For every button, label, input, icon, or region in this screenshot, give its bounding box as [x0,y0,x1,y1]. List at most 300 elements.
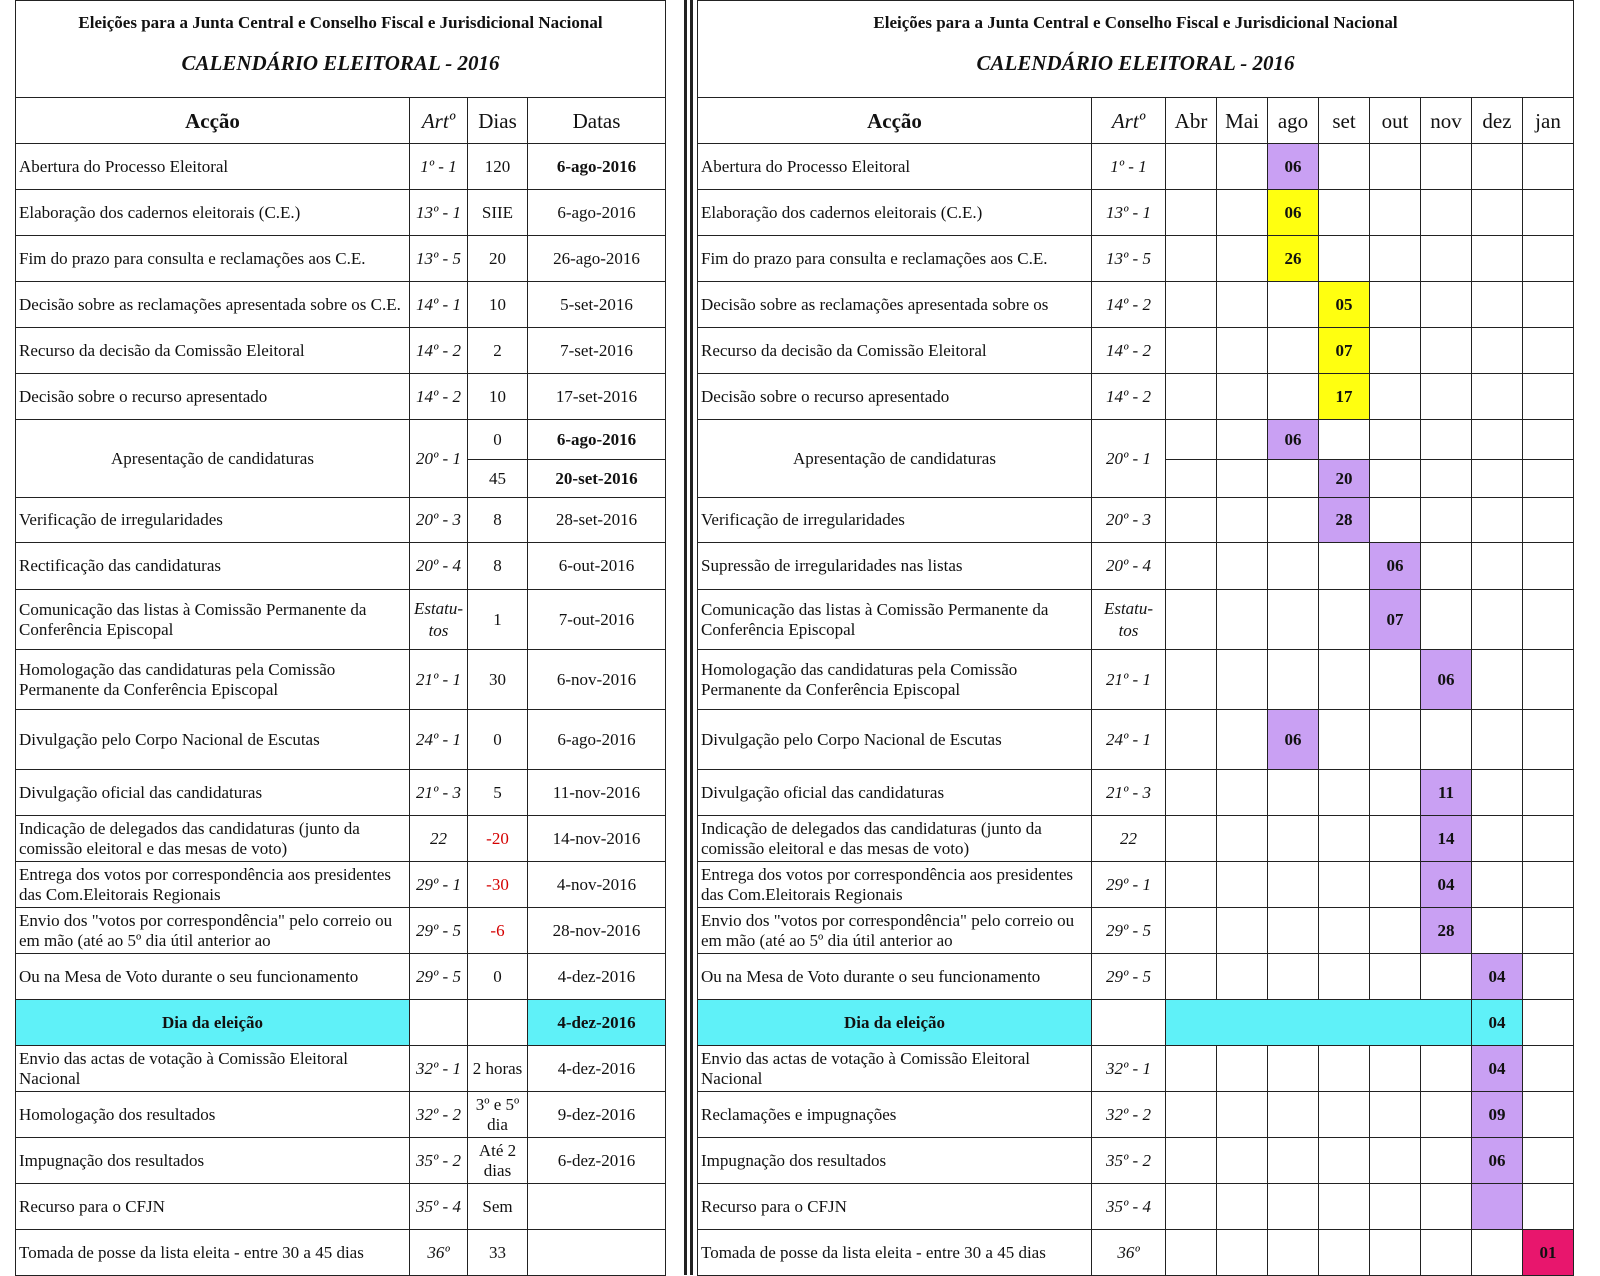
right-col-header-2: Abr [1166,98,1217,144]
month-cell-Mai [1217,770,1268,816]
month-cell-nov [1421,144,1472,190]
month-cell-Mai [1217,282,1268,328]
month-cell-ago [1268,460,1319,498]
right-calendar-table [697,0,1574,1276]
month-cell-set [1319,1092,1370,1138]
month-cell-Abr [1166,710,1217,770]
left-art-cell: 29º - 1 [410,862,468,908]
month-cell-jan [1523,144,1574,190]
month-cell-set [1319,862,1370,908]
month-cell-dez [1472,282,1523,328]
month-cell-jan [1523,543,1574,590]
month-cell-nov [1421,374,1472,420]
left-action-cell: Apresentação de candidaturas [16,420,410,498]
left-action-cell: Entrega dos votos por correspondência aos presidentes das Com.Eleitorais Regionais [16,862,410,908]
left-date-cell: 6-ago-2016 [528,190,666,236]
right-row-7 [698,498,1574,543]
month-cell-dez [1472,816,1523,862]
right-art-cell: 29º - 1 [1092,862,1166,908]
right-art-cell: 32º - 2 [1092,1092,1166,1138]
right-action-cell: Apresentação de candidaturas [698,420,1092,498]
left-date-cell: 11-nov-2016 [528,770,666,816]
month-cell-nov [1421,1230,1472,1276]
month-cell-jan [1523,1184,1574,1230]
left-art-cell: 22 [410,816,468,862]
left-days-cell: -6 [468,908,528,954]
left-art-cell: 14º - 1 [410,282,468,328]
right-art-cell: 35º - 4 [1092,1184,1166,1230]
left-action-cell: Homologação das candidaturas pela Comissão Permanente da Conferência Episcopal [16,650,410,710]
right-row-14 [698,862,1574,908]
month-cell-jan [1523,770,1574,816]
month-cell-nov [1421,282,1472,328]
month-cell-set [1319,816,1370,862]
month-cell-nov [1421,460,1472,498]
right-row-20 [698,1138,1574,1184]
right-row-12 [698,770,1574,816]
right-row-13 [698,816,1574,862]
month-cell-nov-highlight: 04 [1421,862,1472,908]
month-cell-jan-highlight: 01 [1523,1230,1574,1276]
left-days-cell: -20 [468,816,528,862]
left-action-cell: Decisão sobre as reclamações apresentada sobre os C.E. [16,282,410,328]
right-row-16 [698,954,1574,1000]
left-document-title: Eleições para a Junta Central e Conselho Fiscal e Jurisdicional Nacional [78,13,603,32]
right-document-title: Eleições para a Junta Central e Conselho Fiscal e Jurisdicional Nacional [873,13,1398,32]
left-date-cell: 6-ago-2016 [528,144,666,190]
right-title-row [698,1,1574,98]
month-cell-Mai [1217,1046,1268,1092]
month-cell-Mai [1217,908,1268,954]
month-cell-ago-highlight: 06 [1268,190,1319,236]
left-title-row [16,1,666,98]
left-calendar-panel [15,0,685,1275]
left-days-cell: 0 [468,954,528,1000]
right-action-cell: Envio das actas de votação à Comissão Eleitoral Nacional [698,1046,1092,1092]
month-cell-nov [1421,498,1472,543]
left-days-cell [468,1000,528,1046]
month-cell-set [1319,650,1370,710]
left-date-cell: 6-nov-2016 [528,650,666,710]
month-cell-Mai [1217,420,1268,460]
month-cell-out [1370,816,1421,862]
month-cell-nov [1421,543,1472,590]
right-art-cell: 13º - 5 [1092,236,1166,282]
month-cell-out [1370,328,1421,374]
left-action-cell: Divulgação pelo Corpo Nacional de Escutas [16,710,410,770]
right-action-cell: Reclamações e impugnações [698,1092,1092,1138]
right-action-cell: Supressão de irregularidades nas listas [698,543,1092,590]
right-row-6 [698,420,1574,460]
month-cell-set [1319,420,1370,460]
left-action-cell: Decisão sobre o recurso apresentado [16,374,410,420]
month-cell-jan [1523,590,1574,650]
right-action-cell: Recurso da decisão da Comissão Eleitoral [698,328,1092,374]
left-action-cell: Fim do prazo para consulta e reclamações aos C.E. [16,236,410,282]
month-cell-Abr [1166,374,1217,420]
right-document-subtitle: CALENDÁRIO ELEITORAL - 2016 [976,51,1295,75]
month-cell-out-highlight: 06 [1370,543,1421,590]
month-cell-nov [1421,954,1472,1000]
left-art-cell: 20º - 1 [410,420,468,498]
month-cell-nov [1421,328,1472,374]
month-cell-dez [1472,543,1523,590]
month-cell-jan [1523,1092,1574,1138]
month-cell-ago [1268,816,1319,862]
month-cell-jan [1523,710,1574,770]
left-action-cell: Ou na Mesa de Voto durante o seu funcionamento [16,954,410,1000]
month-cell-nov-highlight: 14 [1421,816,1472,862]
month-cell-dez [1472,190,1523,236]
month-cell-set [1319,144,1370,190]
left-art-cell: 35º - 4 [410,1184,468,1230]
left-row-22 [16,1230,666,1276]
month-cell-out [1370,1046,1421,1092]
right-row-2 [698,236,1574,282]
left-date-cell: 4-nov-2016 [528,862,666,908]
left-days-cell: 5 [468,770,528,816]
right-art-cell: 13º - 1 [1092,190,1166,236]
month-cell-out [1370,1138,1421,1184]
month-cell-set [1319,590,1370,650]
left-action-cell: Divulgação oficial das candidaturas [16,770,410,816]
month-cell-ago [1268,498,1319,543]
month-cell-set-highlight: 07 [1319,328,1370,374]
left-row-8 [16,543,666,590]
month-cell-jan [1523,908,1574,954]
left-col-header-1: Artº [410,98,468,144]
left-action-cell: Impugnação dos resultados [16,1138,410,1184]
left-row-10 [16,650,666,710]
left-days-cell: 2 horas [468,1046,528,1092]
month-cell-set [1319,770,1370,816]
month-cell-Mai [1217,1230,1268,1276]
month-cell-jan [1523,1000,1574,1046]
left-row-2 [16,236,666,282]
month-cell-out [1370,374,1421,420]
right-art-cell: Estatu-tos [1092,590,1166,650]
left-row-12 [16,770,666,816]
month-cell-Mai [1217,954,1268,1000]
month-cell-jan [1523,862,1574,908]
month-cell-Abr [1166,862,1217,908]
right-action-cell: Entrega dos votos por correspondência aos presidentes das Com.Eleitorais Regionais [698,862,1092,908]
left-date-cell: 4-dez-2016 [528,954,666,1000]
left-art-cell: 36º [410,1230,468,1276]
month-cell-jan [1523,374,1574,420]
left-action-cell: Recurso para o CFJN [16,1184,410,1230]
right-action-cell: Impugnação dos resultados [698,1138,1092,1184]
month-cell-dez [1472,420,1523,460]
month-cell-nov [1421,236,1472,282]
right-art-cell: 14º - 2 [1092,328,1166,374]
month-cell-Abr [1166,770,1217,816]
right-art-cell: 32º - 1 [1092,1046,1166,1092]
month-cell-dez [1472,498,1523,543]
left-date-cell: 4-dez-2016 [528,1046,666,1092]
month-cell-set [1319,710,1370,770]
right-col-header-0: Acção [698,98,1092,144]
left-action-cell: Rectificação das candidaturas [16,543,410,590]
left-days-cell: 3º e 5º dia [468,1092,528,1138]
month-cell-jan [1523,954,1574,1000]
right-art-cell: 29º - 5 [1092,954,1166,1000]
month-cell-dez [1472,710,1523,770]
month-cell-Mai [1217,236,1268,282]
right-art-cell: 20º - 4 [1092,543,1166,590]
left-art-cell: 14º - 2 [410,374,468,420]
month-cell-ago-highlight: 26 [1268,236,1319,282]
right-action-cell: Ou na Mesa de Voto durante o seu funcionamento [698,954,1092,1000]
month-cell-out [1370,190,1421,236]
month-cell-ago [1268,1138,1319,1184]
left-row-6 [16,420,666,460]
month-cell-dez-highlight: 04 [1472,1046,1523,1092]
left-days-cell: 0 [468,710,528,770]
month-cell-dez [1472,236,1523,282]
month-cell-nov-highlight: 06 [1421,650,1472,710]
month-cell-Abr [1166,954,1217,1000]
left-date-cell: 7-set-2016 [528,328,666,374]
right-art-cell: 14º - 2 [1092,374,1166,420]
left-row-7 [16,498,666,543]
month-cell-jan [1523,650,1574,710]
right-row-1 [698,190,1574,236]
month-cell-nov [1421,420,1472,460]
left-header-row [16,98,666,144]
month-cell-dez-highlight: 04 [1472,1000,1523,1046]
right-art-cell: 21º - 1 [1092,650,1166,710]
right-action-cell: Abertura do Processo Eleitoral [698,144,1092,190]
left-col-header-3: Datas [528,98,666,144]
right-header-row [698,98,1574,144]
month-cell-set [1319,1138,1370,1184]
left-days-cell: Sem [468,1184,528,1230]
month-cell-jan [1523,420,1574,460]
month-cell-nov [1421,590,1472,650]
right-action-cell: Tomada de posse da lista eleita - entre 30 a 45 dias [698,1230,1092,1276]
right-action-cell: Indicação de delegados das candidaturas (junto da comissão eleitoral e das mesas de voto) [698,816,1092,862]
month-cell-out [1370,908,1421,954]
month-cell-Mai [1217,498,1268,543]
month-cell-Mai [1217,328,1268,374]
left-row-21 [16,1184,666,1230]
month-cell-Abr [1166,282,1217,328]
right-row-18 [698,1046,1574,1092]
month-cell-set [1319,1184,1370,1230]
month-cell-Abr [1166,1046,1217,1092]
right-col-header-8: dez [1472,98,1523,144]
month-cell-set [1319,543,1370,590]
right-col-header-3: Mai [1217,98,1268,144]
left-art-cell: 24º - 1 [410,710,468,770]
right-action-cell: Decisão sobre o recurso apresentado [698,374,1092,420]
month-cell-ago [1268,328,1319,374]
month-cell-Abr [1166,1184,1217,1230]
left-calendar-table [15,0,666,1276]
left-date-cell [528,1184,666,1230]
left-row-19 [16,1092,666,1138]
left-date-cell [528,1230,666,1276]
month-cell-set-highlight: 20 [1319,460,1370,498]
month-cell-dez-highlight [1472,1184,1523,1230]
left-art-cell: 20º - 3 [410,498,468,543]
month-cell-Abr [1166,190,1217,236]
month-cell-ago [1268,770,1319,816]
election-band [1166,1000,1472,1046]
month-cell-ago [1268,862,1319,908]
month-cell-Mai [1217,144,1268,190]
left-art-cell: 35º - 2 [410,1138,468,1184]
panel-divider-left [684,0,687,1275]
left-days-cell: 0 [468,420,528,460]
left-art-cell: Estatu-tos [410,590,468,650]
right-row-10 [698,650,1574,710]
right-action-cell: Recurso para o CFJN [698,1184,1092,1230]
month-cell-nov-highlight: 28 [1421,908,1472,954]
month-cell-ago [1268,650,1319,710]
month-cell-set [1319,908,1370,954]
month-cell-Abr [1166,1138,1217,1184]
month-cell-out [1370,144,1421,190]
left-document-subtitle: CALENDÁRIO ELEITORAL - 2016 [181,51,500,75]
month-cell-nov [1421,1184,1472,1230]
left-action-cell: Dia da eleição [16,1000,410,1046]
left-action-cell: Envio das actas de votação à Comissão Eleitoral Nacional [16,1046,410,1092]
month-cell-out [1370,460,1421,498]
left-row-14 [16,862,666,908]
left-art-cell: 14º - 2 [410,328,468,374]
month-cell-Mai [1217,1092,1268,1138]
right-action-cell: Dia da eleição [698,1000,1092,1046]
month-cell-dez [1472,460,1523,498]
right-col-header-9: jan [1523,98,1574,144]
left-action-cell: Verificação de irregularidades [16,498,410,543]
right-art-cell: 20º - 3 [1092,498,1166,543]
month-cell-Abr [1166,650,1217,710]
right-col-header-5: set [1319,98,1370,144]
left-row-11 [16,710,666,770]
left-art-cell: 29º - 5 [410,908,468,954]
left-action-cell: Recurso da decisão da Comissão Eleitoral [16,328,410,374]
month-cell-out [1370,236,1421,282]
left-days-cell: 10 [468,282,528,328]
month-cell-Abr [1166,1092,1217,1138]
month-cell-Abr [1166,1230,1217,1276]
month-cell-jan [1523,282,1574,328]
month-cell-nov [1421,1092,1472,1138]
left-row-9 [16,590,666,650]
month-cell-out [1370,1184,1421,1230]
right-row-3 [698,282,1574,328]
left-days-cell: 30 [468,650,528,710]
right-row-9 [698,590,1574,650]
month-cell-Abr [1166,498,1217,543]
left-days-cell: -30 [468,862,528,908]
month-cell-dez [1472,590,1523,650]
right-action-cell: Envio dos "votos por correspondência" pelo correio ou em mão (até ao 5º dia útil anterior ao [698,908,1092,954]
month-cell-Abr [1166,590,1217,650]
left-art-cell [410,1000,468,1046]
left-days-cell: 10 [468,374,528,420]
month-cell-jan [1523,328,1574,374]
left-art-cell: 13º - 1 [410,190,468,236]
left-date-cell: 6-out-2016 [528,543,666,590]
left-action-cell: Indicação de delegados das candidaturas (junto da comissão eleitoral e das mesas de voto) [16,816,410,862]
month-cell-Mai [1217,543,1268,590]
month-cell-Mai [1217,590,1268,650]
left-date-cell: 7-out-2016 [528,590,666,650]
month-cell-Abr [1166,328,1217,374]
month-cell-set [1319,236,1370,282]
month-cell-ago-highlight: 06 [1268,420,1319,460]
month-cell-Mai [1217,190,1268,236]
left-date-cell: 6-ago-2016 [528,420,666,460]
left-days-cell: 120 [468,144,528,190]
month-cell-set [1319,190,1370,236]
right-calendar-panel [697,0,1587,1275]
month-cell-set-highlight: 17 [1319,374,1370,420]
month-cell-dez-highlight: 06 [1472,1138,1523,1184]
month-cell-ago [1268,954,1319,1000]
left-date-cell: 26-ago-2016 [528,236,666,282]
right-art-cell: 22 [1092,816,1166,862]
left-date-cell: 28-set-2016 [528,498,666,543]
left-row-20 [16,1138,666,1184]
month-cell-ago [1268,543,1319,590]
left-days-cell: 1 [468,590,528,650]
month-cell-out [1370,650,1421,710]
month-cell-ago [1268,282,1319,328]
month-cell-jan [1523,236,1574,282]
month-cell-out [1370,498,1421,543]
right-action-cell: Verificação de irregularidades [698,498,1092,543]
left-row-1 [16,190,666,236]
left-art-cell: 32º - 1 [410,1046,468,1092]
left-date-cell: 20-set-2016 [528,460,666,498]
month-cell-dez [1472,650,1523,710]
right-action-cell: Fim do prazo para consulta e reclamações aos C.E. [698,236,1092,282]
left-days-cell: 20 [468,236,528,282]
month-cell-set-highlight: 28 [1319,498,1370,543]
month-cell-out [1370,862,1421,908]
month-cell-ago [1268,1046,1319,1092]
left-art-cell: 21º - 3 [410,770,468,816]
left-row-4 [16,328,666,374]
right-art-cell: 20º - 1 [1092,420,1166,498]
month-cell-Abr [1166,543,1217,590]
panel-divider-right [690,0,693,1275]
month-cell-dez [1472,144,1523,190]
left-days-cell: Até 2 dias [468,1138,528,1184]
left-col-header-2: Dias [468,98,528,144]
month-cell-Abr [1166,816,1217,862]
month-cell-nov [1421,1138,1472,1184]
month-cell-ago [1268,374,1319,420]
right-col-header-1: Artº [1092,98,1166,144]
left-col-header-0: Acção [16,98,410,144]
month-cell-Mai [1217,816,1268,862]
right-art-cell: 36º [1092,1230,1166,1276]
month-cell-out-highlight: 07 [1370,590,1421,650]
right-row-5 [698,374,1574,420]
month-cell-ago [1268,1230,1319,1276]
right-action-cell: Comunicação das listas à Comissão Permanente da Conferência Episcopal [698,590,1092,650]
left-row-16 [16,954,666,1000]
month-cell-nov [1421,710,1472,770]
right-row-21 [698,1184,1574,1230]
right-row-19 [698,1092,1574,1138]
